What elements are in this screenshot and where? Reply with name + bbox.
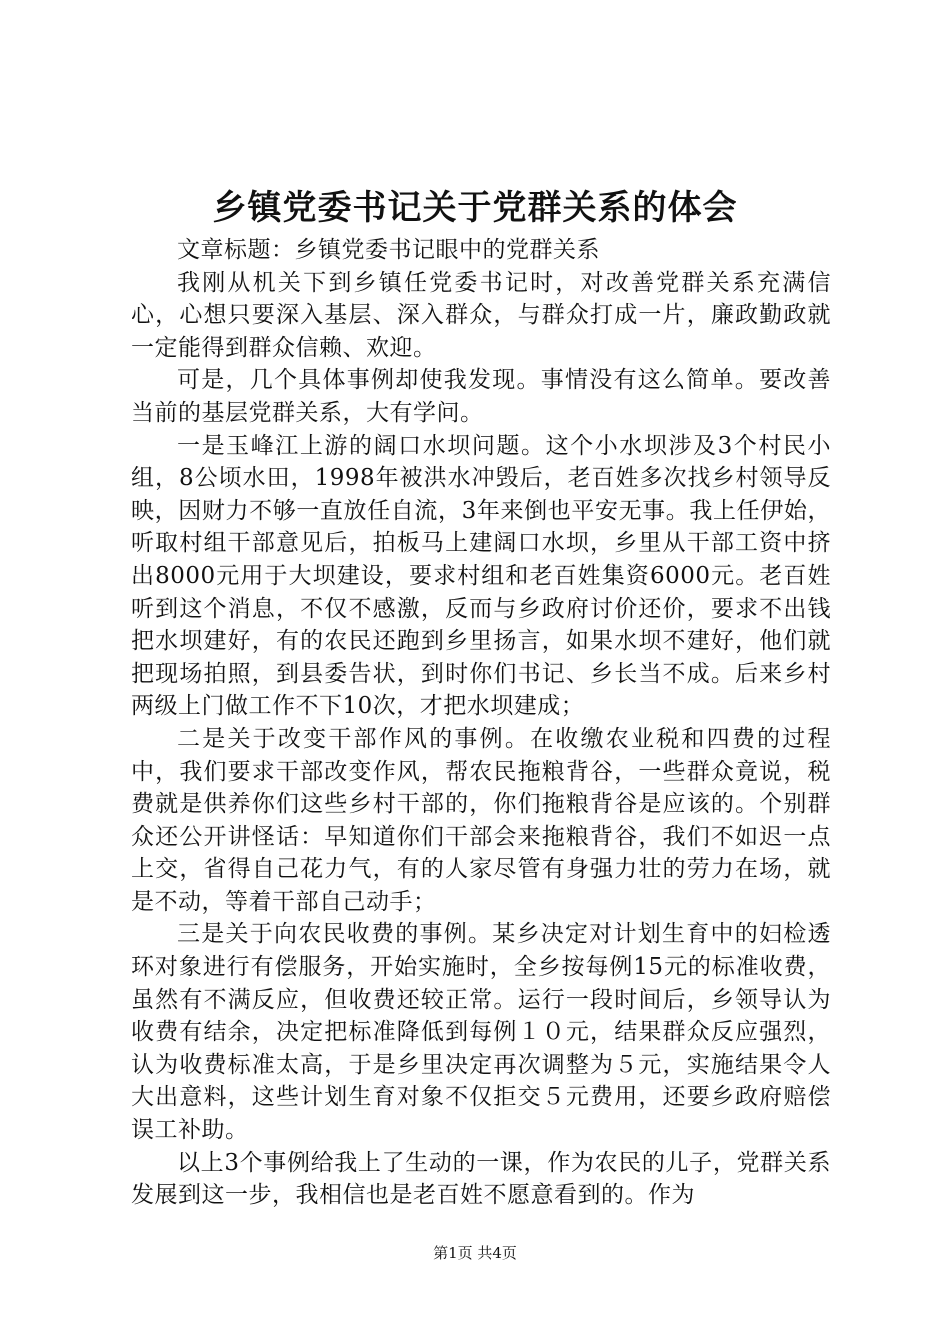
paragraph: 三是关于向农民收费的事例。某乡决定对计划生育中的妇检透环对象进行有偿服务，开始实施时，全乡按每例15元的标准收费，虽然有不满反应，但收费还较正常。运行一段时间后，乡领导认为收费有结余，决定把标准降低到每例１０元，结果群众反应强烈，认为收费标准太高，于是乡里决定再次调整为５元，实施结果令人大出意料，这些计划生育对象不仅拒交５元费用，还要乡政府赔偿误工补助。: [131, 921, 831, 1144]
paragraph: 一是玉峰江上游的阔口水坝问题。这个小水坝涉及3个村民小组，8公顷水田，1998年被洪水冲毁后，老百姓多次找乡村领导反映，因财力不够一直放任自流，3年来倒也平安无事。我上任伊始，听取村组干部意见后，拍板马上建阔口水坝，乡里从干部工资中挤出8000元用于大坝建设，要求村组和老百姓集资6000元。老百姓听到这个消息，不仅不感激，反而与乡政府讨价还价，要求不出钱把水坝建好，有的农民还跑到乡里扬言，如果水坝不建好，他们就把现场拍照，到县委告状，到时你们书记、乡长当不成。后来乡村两级上门做工作不下10次，才把水坝建成；: [131, 432, 831, 720]
paragraph-article-title: 文章标题：乡镇党委书记眼中的党群关系: [177, 237, 600, 263]
document-title: 乡镇党委书记关于党群关系的体会: [212, 188, 738, 228]
paragraph: 二是关于改变干部作风的事例。在收缴农业税和四费的过程中，我们要求干部改变作风，帮农民拖粮背谷，一些群众竟说，税费就是供养你们这些乡村干部的，你们拖粮背谷是应该的。个别群众还公开讲怪话：早知道你们干部会来拖粮背谷，我们不如迟一点上交，省得自己花力气，有的人家尽管有身强力壮的劳力在场，就是不动，等着干部自己动手；: [131, 725, 831, 915]
document-body: [131, 234, 831, 1212]
paragraph: 可是，几个具体事例却使我发现。事情没有这么简单。要改善当前的基层党群关系，大有学问。: [131, 367, 831, 426]
paragraph: 我刚从机关下到乡镇任党委书记时，对改善党群关系充满信心，心想只要深入基层、深入群众，与群众打成一片，廉政勤政就一定能得到群众信赖、欢迎。: [131, 269, 831, 361]
paragraph: 以上3个事例给我上了生动的一课，作为农民的儿子，党群关系发展到这一步，我相信也是老百姓不愿意看到的。作为: [131, 1149, 831, 1209]
page-number-footer: 第1页 共4页: [433, 1244, 517, 1262]
